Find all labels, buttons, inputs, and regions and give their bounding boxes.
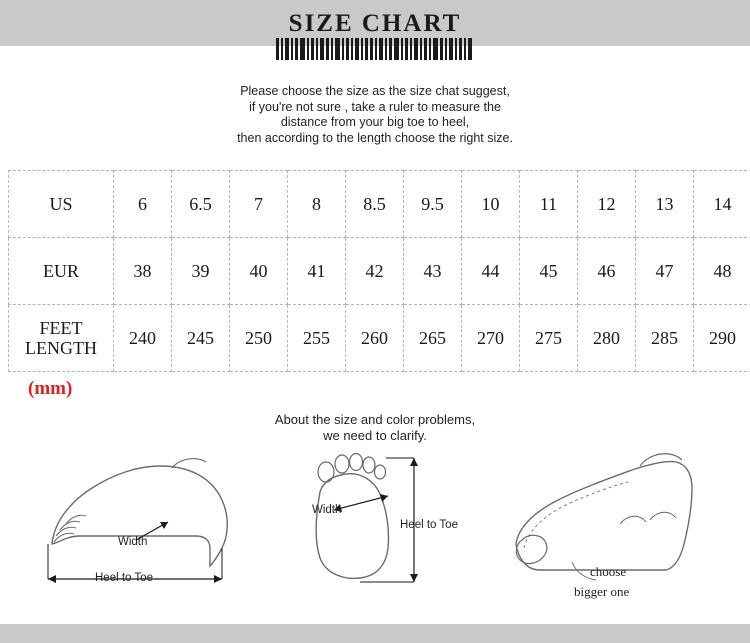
- barcode-bar: [375, 38, 377, 60]
- barcode-bar: [394, 38, 399, 60]
- size-chart-table: [8, 170, 750, 372]
- cell-len-4: 260: [346, 305, 404, 372]
- barcode-bar: [379, 38, 383, 60]
- barcode-bar: [276, 38, 279, 60]
- cell-us-7: 11: [520, 171, 578, 238]
- cell-len-1: 245: [172, 305, 230, 372]
- row-label-eur: EUR: [9, 238, 114, 305]
- barcode-icon: [275, 38, 475, 60]
- barcode-bar: [346, 38, 349, 60]
- barcode-bar: [335, 38, 340, 60]
- top-foot-diagram: [290, 444, 480, 609]
- table-row: [9, 171, 750, 238]
- cell-eur-4: 42: [346, 238, 404, 305]
- cell-eur-2: 40: [230, 238, 288, 305]
- about-line-2: we need to clarify.: [323, 428, 427, 443]
- barcode-bar: [414, 38, 418, 60]
- barcode-bar: [316, 38, 318, 60]
- barcode-bar: [449, 38, 453, 60]
- barcode-bar: [331, 38, 333, 60]
- barcode-bar: [355, 38, 359, 60]
- intro-line-1: Please choose the size as the size chat suggest,: [240, 84, 510, 98]
- row-label-feet-length: FEET LENGTH: [9, 305, 114, 372]
- unit-note: (mm): [28, 378, 73, 399]
- cell-us-9: 13: [636, 171, 694, 238]
- barcode-bar: [468, 38, 472, 60]
- intro-line-2: if you're not sure , take a ruler to measure the: [249, 99, 501, 114]
- barcode-bar: [365, 38, 368, 60]
- barcode-bar: [455, 38, 457, 60]
- barcode-bar: [410, 38, 412, 60]
- barcode-bar: [291, 38, 293, 60]
- barcode-bar: [300, 38, 305, 60]
- barcode-bar: [361, 38, 363, 60]
- cell-len-8: 280: [578, 305, 636, 372]
- barcode-bar: [342, 38, 344, 60]
- barcode-bar: [326, 38, 329, 60]
- footer-band: [0, 624, 750, 643]
- intro-text: [0, 84, 750, 146]
- cell-eur-5: 43: [404, 238, 462, 305]
- barcode-bar: [281, 38, 283, 60]
- foot-in-shoe-diagram: [500, 444, 720, 619]
- cell-eur-6: 44: [462, 238, 520, 305]
- side-length-label: Heel to Toe: [95, 572, 153, 584]
- barcode-bar: [320, 38, 324, 60]
- barcode-bar: [420, 38, 422, 60]
- cell-len-10: 290: [694, 305, 750, 372]
- side-foot-diagram: [40, 444, 260, 609]
- cell-us-4: 8.5: [346, 171, 404, 238]
- cell-len-2: 250: [230, 305, 288, 372]
- barcode-bar: [429, 38, 431, 60]
- cell-eur-0: 38: [114, 238, 172, 305]
- side-width-label: Width: [118, 536, 148, 548]
- barcode-bar: [405, 38, 408, 60]
- shoe-note-line-2: bigger one: [574, 584, 630, 599]
- barcode-bar: [385, 38, 387, 60]
- top-length-label: Heel to Toe: [400, 519, 458, 531]
- barcode-bar: [464, 38, 466, 60]
- cell-len-6: 270: [462, 305, 520, 372]
- barcode-bar: [295, 38, 298, 60]
- barcode-bar: [351, 38, 353, 60]
- cell-eur-3: 41: [288, 238, 346, 305]
- cell-us-8: 12: [578, 171, 636, 238]
- barcode-bar: [311, 38, 314, 60]
- barcode-bar: [433, 38, 438, 60]
- about-text: [0, 412, 750, 444]
- barcode-bar: [307, 38, 309, 60]
- cell-eur-8: 46: [578, 238, 636, 305]
- top-width-label: Width: [312, 504, 342, 516]
- cell-len-7: 275: [520, 305, 578, 372]
- barcode-bar: [445, 38, 447, 60]
- table-row: [9, 238, 750, 305]
- about-line-1: About the size and color problems,: [274, 412, 476, 427]
- cell-us-0: 6: [114, 171, 172, 238]
- cell-us-1: 6.5: [172, 171, 230, 238]
- cell-us-6: 10: [462, 171, 520, 238]
- measurement-diagrams: [0, 444, 750, 624]
- barcode-bar: [389, 38, 392, 60]
- intro-line-3: distance from your big toe to heel,: [280, 115, 470, 129]
- cell-us-5: 9.5: [404, 171, 462, 238]
- barcode-bar: [401, 38, 403, 60]
- cell-eur-9: 47: [636, 238, 694, 305]
- page-title: SIZE CHART: [288, 10, 462, 37]
- barcode-bar: [459, 38, 462, 60]
- barcode-bar: [285, 38, 289, 60]
- barcode-bar: [370, 38, 373, 60]
- table-row: [9, 305, 750, 372]
- cell-len-0: 240: [114, 305, 172, 372]
- barcode-bar: [440, 38, 443, 60]
- barcode-bar: [424, 38, 427, 60]
- cell-eur-7: 45: [520, 238, 578, 305]
- cell-us-3: 8: [288, 171, 346, 238]
- cell-us-2: 7: [230, 171, 288, 238]
- intro-line-4: then according to the length choose the right size.: [237, 130, 513, 145]
- shoe-note-line-1: choose: [590, 564, 627, 579]
- row-label-us: US: [9, 171, 114, 238]
- cell-len-3: 255: [288, 305, 346, 372]
- cell-eur-1: 39: [172, 238, 230, 305]
- cell-us-10: 14: [694, 171, 750, 238]
- cell-eur-10: 48: [694, 238, 750, 305]
- cell-len-5: 265: [404, 305, 462, 372]
- cell-len-9: 285: [636, 305, 694, 372]
